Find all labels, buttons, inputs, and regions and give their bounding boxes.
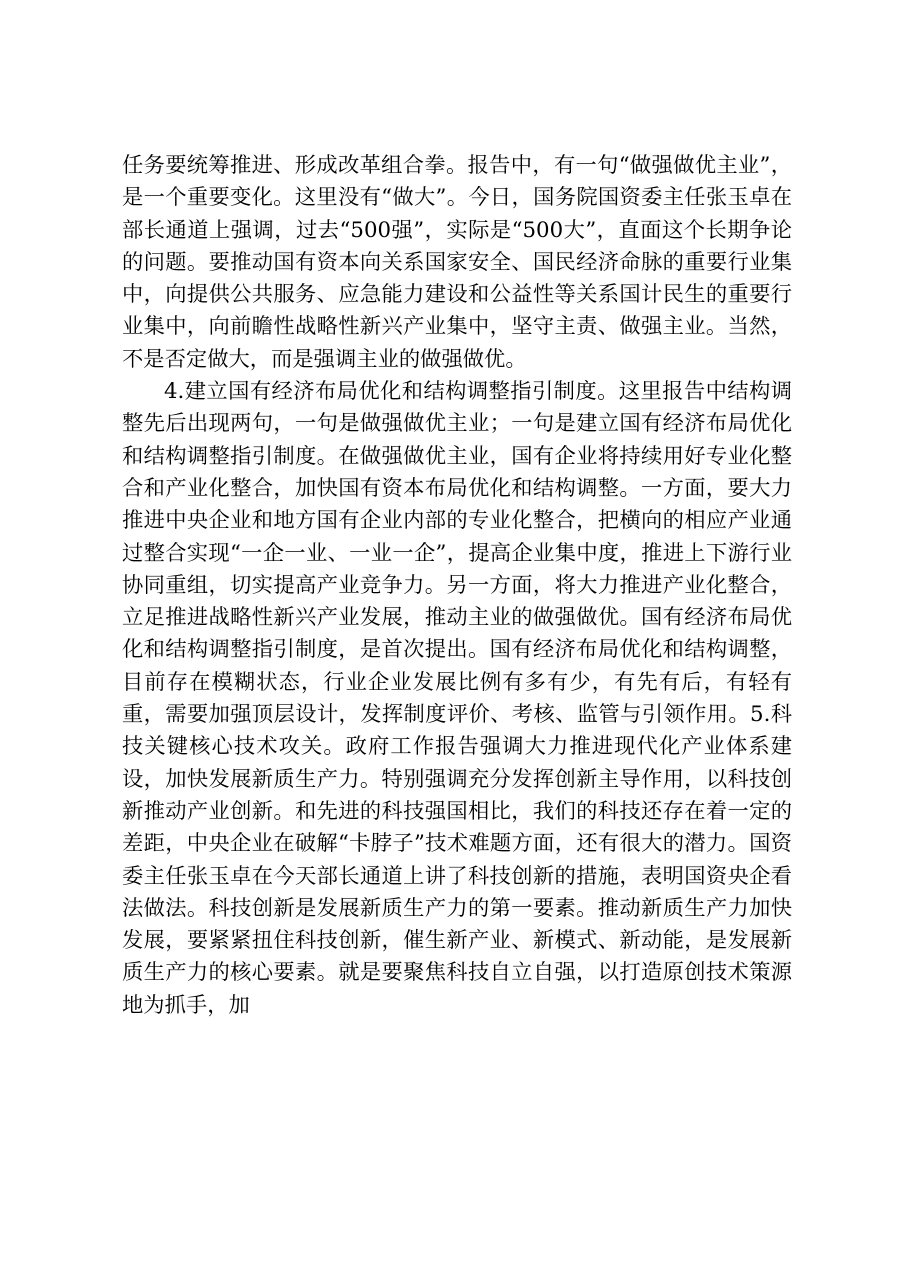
body-text [122, 150, 792, 1022]
paragraph-continued: 任务要统筹推进、形成改革组合拳。报告中，有一句“做强做优主业”，是一个重要变化。这里没有“做大”。今日，国务院国资委主任张玉卓在部长通道上强调，过去“500强”，实际是“500大”，直面这个长期争论的问题。要推动国有资本向关系国家安全、国民经济命脉的重要行业集中，向提供公共服务、应急能力建设和公益性等关系国计民生的重要行业集中，向前瞻性战略性新兴产业集中，坚守主责、做强主业。当然，不是否定做大，而是强调主业的做强做优。 [122, 153, 792, 372]
paragraph-section-4: 4.建立国有经济布局优化和结构调整指引制度。这里报告中结构调整先后出现两句，一句是做强做优主业；一句是建立国有经济布局优化和结构调整指引制度。在做强做优主业，国有企业将持续用好专业化整合和产业化整合，加快国有资本布局优化和结构调整。一方面，要大力推进中央企业和地方国有企业内部的专业化整合，把横向的相应产业通过整合实现“一企一业、一业一企”，提高企业集中度，推进上下游行业协同重组，切实提高产业竞争力。另一方面，将大力推进产业化整合，立足推进战略性新兴产业发展，推动主业的做强做优。国有经济布局优化和结构调整指引制度，是首次提出。国有经济布局优化和结构调整，目前存在模糊状态，行业企业发展比例有多有少，有先有后，有轻有重，需要加强顶层设计，发挥制度评价、考核、监管与引领作用。5.科技关键核心技术攻关。政府工作报告强调大力推进现代化产业体系建设，加快发展新质生产力。特别强调充分发挥创新主导作用，以科技创新推动产业创新。和先进的科技强国相比，我们的科技还存在着一定的差距，中央企业在破解“卡脖子”技术难题方面，还有很大的潜力。国资委主任张玉卓在今天部长通道上讲了科技创新的措施，表明国资央企看法做法。科技创新是发展新质生产力的第一要素。推动新质生产力加快发展，要紧紧扭住科技创新，催生新产业、新模式、新动能，是发展新质生产力的核心要素。就是要聚焦科技自立自强，以打造原创技术策源地为抓手，加 [122, 379, 792, 1018]
